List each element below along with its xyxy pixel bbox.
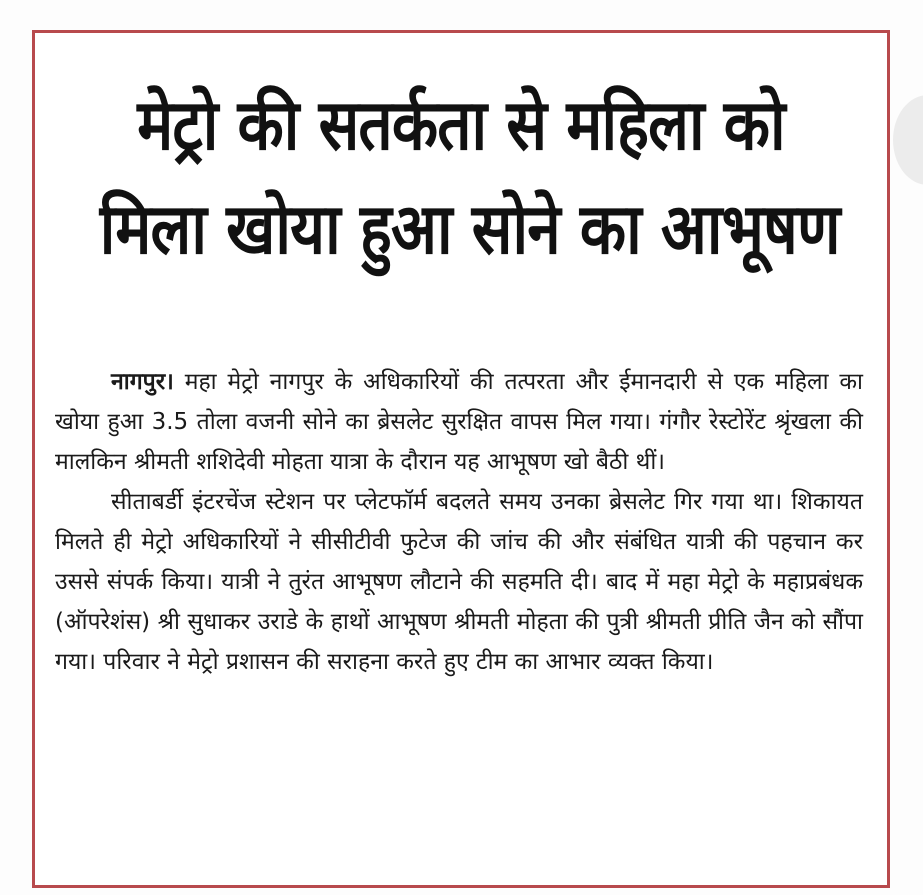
headline-line-2: मिला खोया हुआ सोने का आभूषण <box>99 188 840 270</box>
paragraph-1-text: महा मेट्रो नागपुर के अधिकारियों की तत्परता और ईमानदारी से एक महिला का खोया हुआ 3.5 तोला वजनी सोने का ब्रेसलेट सुरक्षित वापस मिल गया। गंगौर रेस्टोरेंट श्रृंखला की मालकिन श्रीमती शशिदेवी मोहता यात्रा के दौरान यह आभूषण खो बैठी थीं। <box>55 369 863 475</box>
edge-shadow <box>893 95 923 185</box>
paragraph-2: सीताबर्डी इंटरचेंज स्टेशन पर प्लेटफॉर्म बदलते समय उनका ब्रेसलेट गिर गया था। शिकायत मिलते ही मेट्रो अधिकारियों ने सीसीटीवी फुटेज की जांच की और संबंधित यात्री की पहचान कर उससे संपर्क किया। यात्री ने तुरंत आभूषण लौटाने की सहमति दी। बाद में महा मेट्रो के महाप्रबंधक (ऑपरेशंस) श्री सुधाकर उराडे के हाथों आभूषण श्रीमती मोहता की पुत्री श्रीमती प्रीति जैन को सौंपा गया। परिवार ने मेट्रो प्रशासन की सराहना करते हुए टीम का आभार व्यक्त किया। <box>55 489 863 675</box>
article-body <box>55 362 863 682</box>
headline <box>41 73 881 281</box>
paragraph-1 <box>55 362 863 482</box>
headline-line-1: मेट्रो की सतर्कता से महिला को <box>137 84 785 166</box>
dateline: नागपुर। <box>111 369 174 395</box>
